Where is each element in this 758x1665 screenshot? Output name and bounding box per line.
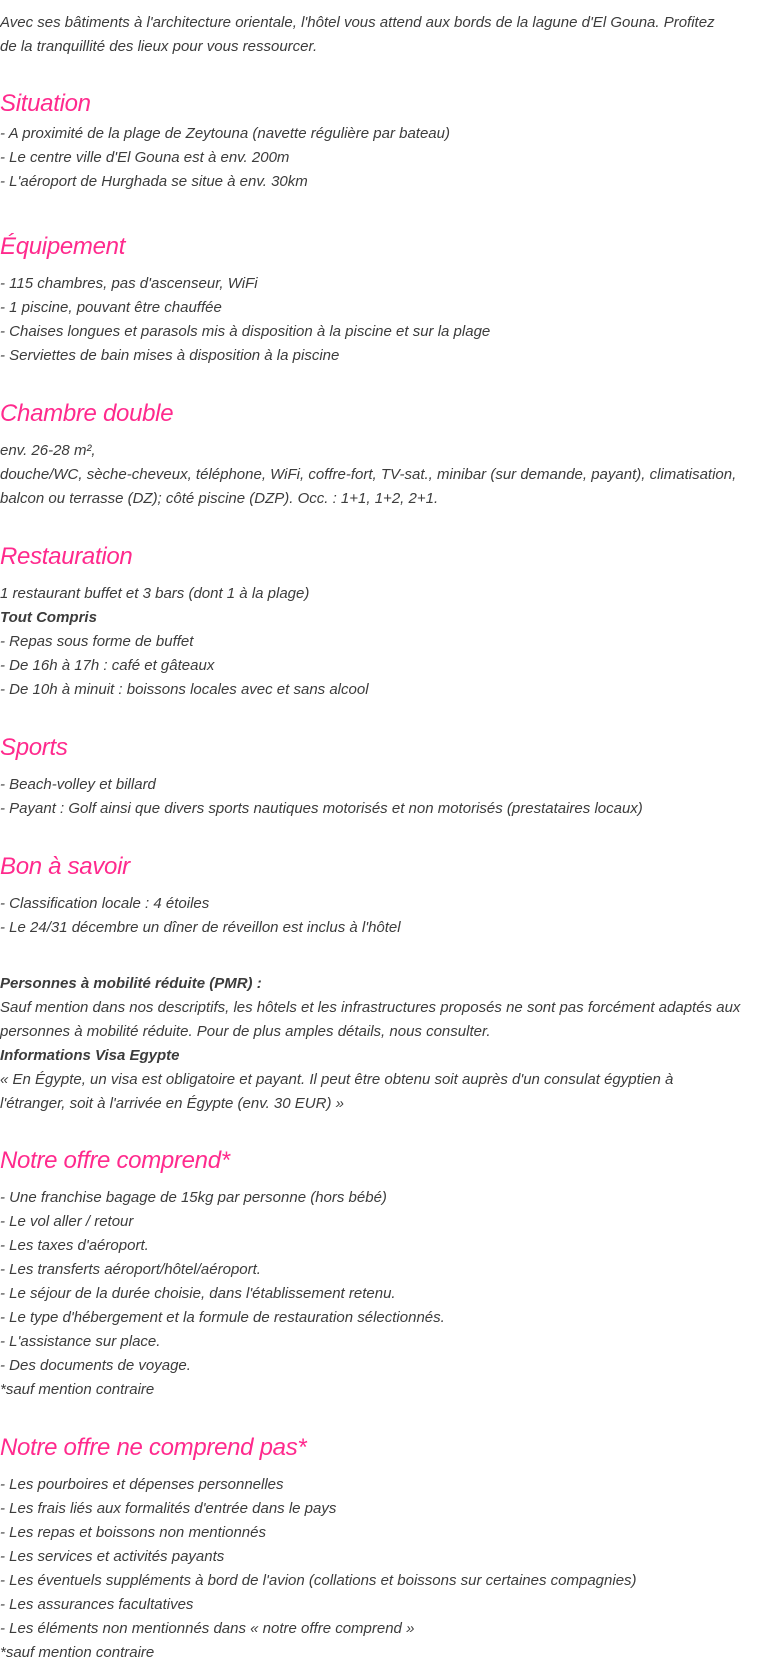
- list-item: - Les taxes d'aéroport.: [0, 1237, 149, 1254]
- section-title-equipement: Équipement: [0, 233, 126, 260]
- list-item: - Chaises longues et parasols mis à disposition à la piscine et sur la plage: [0, 323, 491, 340]
- list-item: - Le 24/31 décembre un dîner de réveillon est inclus à l'hôtel: [0, 919, 401, 936]
- list-item: - Les frais liés aux formalités d'entrée dans le pays: [0, 1500, 337, 1517]
- visa-title: Informations Visa Egypte: [0, 1047, 180, 1064]
- list-item: - Les assurances facultatives: [0, 1596, 194, 1613]
- section-title-sports: Sports: [0, 734, 68, 761]
- list-item: - Repas sous forme de buffet: [0, 633, 194, 650]
- list-item: - Les pourboires et dépenses personnelles: [0, 1476, 284, 1493]
- list-item: - De 10h à minuit : boissons locales avec et sans alcool: [0, 681, 369, 698]
- list-item: - Les éventuels suppléments à bord de l'avion (collations et boissons sur certaines compagnies): [0, 1572, 637, 1589]
- list-item: - De 16h à 17h : café et gâteaux: [0, 657, 215, 674]
- list-item: - Les repas et boissons non mentionnés: [0, 1524, 266, 1541]
- list-item: - Les services et activités payants: [0, 1548, 225, 1565]
- list-item: - Une franchise bagage de 15kg par personne (hors bébé): [0, 1189, 387, 1206]
- sports-list: [0, 773, 758, 821]
- list-item: - 1 piscine, pouvant être chauffée: [0, 299, 222, 316]
- room-size: env. 26-28 m²,: [0, 442, 96, 459]
- list-item: - A proximité de la plage de Zeytouna (navette régulière par bateau): [0, 125, 450, 142]
- section-title-chambre: Chambre double: [0, 400, 174, 427]
- list-item: - Beach-volley et billard: [0, 776, 156, 793]
- section-title-offre-ne-comprend-pas: Notre offre ne comprend pas*: [0, 1434, 307, 1461]
- list-item: - L'aéroport de Hurghada se situe à env. 30km: [0, 173, 308, 190]
- list-item: - Le centre ville d'El Gouna est à env. 200m: [0, 149, 290, 166]
- section-title-bon-a-savoir: Bon à savoir: [0, 853, 130, 880]
- list-item: - Les éléments non mentionnés dans « notre offre comprend »: [0, 1620, 415, 1637]
- list-item: - Le séjour de la durée choisie, dans l'établissement retenu.: [0, 1285, 396, 1302]
- footnote: *sauf mention contraire: [0, 1381, 155, 1398]
- all-inclusive-label: Tout Compris: [0, 609, 97, 626]
- room-amenities: douche/WC, sèche-cheveux, téléphone, WiFi, coffre-fort, TV-sat., minibar (sur demande, payant), climatisation, balcon ou terrasse (DZ); côté piscine (DZP). Occ. : 1+1, 1+2, 2+1.: [0, 466, 737, 507]
- list-item: - Le type d'hébergement et la formule de restauration sélectionnés.: [0, 1309, 445, 1326]
- section-title-restauration: Restauration: [0, 543, 133, 570]
- situation-list: [0, 122, 758, 194]
- pmr-text: Sauf mention dans nos descriptifs, les hôtels et les infrastructures proposés ne sont pas forcément adaptés aux personnes à mobilité réduite. Pour de plus amples détails, nous consulter.: [0, 999, 741, 1040]
- list-item: - Les transferts aéroport/hôtel/aéroport.: [0, 1261, 261, 1278]
- offre-comprend-list: [0, 1186, 758, 1402]
- pmr-visa-info: [0, 972, 758, 1116]
- list-item: - Serviettes de bain mises à disposition à la piscine: [0, 347, 340, 364]
- offre-ne-comprend-list: [0, 1473, 758, 1665]
- footnote: *sauf mention contraire: [0, 1644, 155, 1661]
- chambre-text: [0, 439, 758, 511]
- restauration-list: [0, 582, 758, 702]
- restaurant-info: 1 restaurant buffet et 3 bars (dont 1 à la plage): [0, 585, 310, 602]
- list-item: - Le vol aller / retour: [0, 1213, 134, 1230]
- section-title-offre-comprend: Notre offre comprend*: [0, 1147, 230, 1174]
- list-item: - Payant : Golf ainsi que divers sports nautiques motorisés et non motorisés (prestataires locaux): [0, 800, 643, 817]
- visa-text: « En Égypte, un visa est obligatoire et payant. Il peut être obtenu soit auprès d'un consulat égyptien à l'étranger, soit à l'arrivée en Égypte (env. 30 EUR) »: [0, 1071, 674, 1112]
- intro-text: Avec ses bâtiments à l'architecture orientale, l'hôtel vous attend aux bords de la lagune d'El Gouna. Profitez de la tranquillité des lieux pour vous ressourcer.: [0, 14, 715, 55]
- list-item: - 115 chambres, pas d'ascenseur, WiFi: [0, 275, 258, 292]
- list-item: - L'assistance sur place.: [0, 1333, 161, 1350]
- bon-a-savoir-list: [0, 892, 758, 940]
- equipement-list: [0, 272, 758, 368]
- list-item: - Classification locale : 4 étoiles: [0, 895, 210, 912]
- pmr-title: Personnes à mobilité réduite (PMR) :: [0, 975, 262, 992]
- list-item: - Des documents de voyage.: [0, 1357, 191, 1374]
- section-title-situation: Situation: [0, 90, 91, 117]
